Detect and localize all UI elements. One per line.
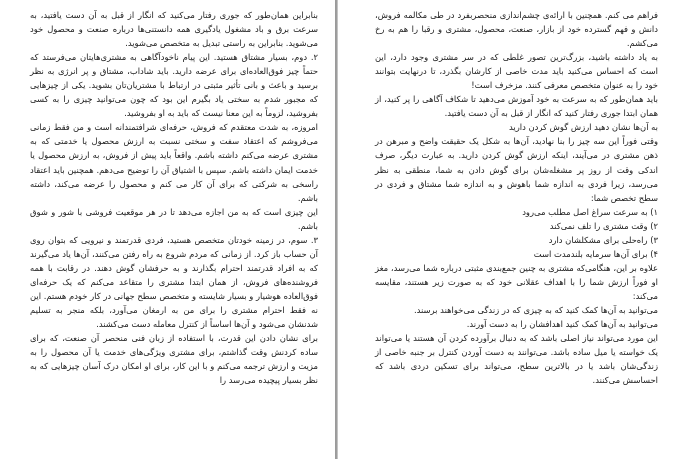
paragraph: باید همان‌طور که به سرعت به خود آموزش می‌دهید تا شکاف آگاهی را پر کنید، از همان ابتدا جوری رفتار کنید که انگار از قبل به آن دست یافتید. bbox=[375, 94, 658, 119]
paragraph: امروزه، به شدت معتقدم که فروش، حرفه‌ای شرافتمندانه است و من فقط زمانی می‌فروشم که اعتقاد سفت و سختی نسبت به ارزش محصول یا خدمتی که به مشتری عرضه می‌کنم داشته باشم. واقعاً باید پیش از فروش، به ارزش محصول یا خدمت ایمان داشته باشم. سپس با اشتیاق آن را توضیح می‌دهم. همچنین باید اعتقاد راسخی به شرکتی که برای آن کار می کنم و محصول را عرضه می‌کند، داشته باشم. bbox=[30, 122, 318, 203]
paragraph: بنابراین همان‌طور که جوری رفتار می‌کنید که انگار از قبل به آن دست یافتید، به سرعت برق و باد مشغول یادگیری همه دانستنی‌ها درباره صنعت و محصول خود می‌شوید. بنابراین به راستی تبدیل به متخصص می‌شوید. bbox=[30, 10, 318, 49]
paragraph: وقتی فوراً این سه چیز را بنا نهادید، آن‌ها به شکل یک حقیقت واضح و مبرهن در ذهن مشتری در می‌آیند، اینکه ارزش گوش کردن دارید. به عبارت دیگر، صرف اندکی وقت از روز پر مشغله‌شان برای گوش دادن به شما، منطقی به نظر می‌رسد، زیرا فردی به اندازه شما باهوش و به اندازه شما مشتاق و فردی در سطح تخصص شما: bbox=[375, 136, 658, 203]
right-page-text bbox=[375, 8, 658, 387]
paragraph: علاوه بر این، هنگامی‌که مشتری به چنین جمع‌بندی مثبتی درباره شما می‌رسد، مغز او فوراً ارزش شما را با اهداف عقلانی خود که به صورت زیر هستند، مقایسه می‌کند: bbox=[375, 262, 658, 301]
paragraph: می‌توانید به آن‌ها کمک کنید که به چیزی که در زندگی می‌خواهند برسند. bbox=[413, 304, 658, 315]
section-heading: به آن‌ها نشان دهید ارزش گوش کردن دارید bbox=[509, 122, 658, 133]
paragraph: ۲. دوم، بسیار مشتاق هستید. این پیام ناخودآگاهی به مشتری‌هایتان می‌فرستد که حتماً چیز فوق‌العاده‌ای برای عرضه دارید. باید شاداب، مشتاق و پر انرژی به نظر برسید و باعث و بانی تأثیر مثبتی در ارتباط با مشتریان‌تان بشوید. یکی از چیزهایی که مجبور شدم به سختی یاد بگیرم این بود که چون می‌توانید چیزی را به کسی بفروشید، لزوماً به این معنا نیست که باید به او بفروشید. bbox=[30, 52, 318, 119]
list-item: ۳) راه‌حلی برای مشکلشان دارد bbox=[548, 234, 658, 245]
paragraph: می‌توانید به آن‌ها کمک کنید اهدافشان را به دست آورند. bbox=[466, 319, 658, 330]
left-page bbox=[0, 0, 336, 459]
paragraph: به یاد داشته باشید، بزرگ‌ترین تصور غلطی که در سر مشتری وجود دارد، این است که احساس می‌کنید باید مدت خاصی از کارشان بگذرد، تا درنهایت بتوانند خود را به عنوان متخصص معرفی کنند. مزخرف است! bbox=[375, 52, 658, 91]
paragraph: برای نشان دادن این قدرت، با استفاده از زبان فنی منحصر آن صنعت، که برای ساده کردنش وقت گذاشتم، برای مشتری ویژگی‌های خدمت یا آن محصول را به مزیت و ارزش ترجمه می‌کنم و با این کار، برای او امکان درک آسان چیزهایی که به نظر بسیار پیچیده می‌رسد را bbox=[30, 333, 318, 386]
paragraph: این چیزی است که به من اجازه می‌دهد تا در هر موقعیت فروشی با شور و شوق باشم. bbox=[30, 206, 318, 231]
list-item: ۲) وقت مشتری را تلف نمی‌کند bbox=[549, 220, 658, 231]
paragraph: فراهم می کنم. همچنین با ارائه‌ی چشم‌اندازی منحصربفرد در طی مکالمه فروش، دانش و فهم گسترده خود از بازار، صنعت، محصول، مشتری و رقبا را هم به رخ می‌کشم. bbox=[375, 10, 658, 49]
right-page bbox=[337, 0, 678, 459]
paragraph: این مورد می‌تواند نیاز اصلی باشد که به دنبال برآورده کردن آن هستند یا می‌تواند یک خواسته یا میل ساده باشد. می‌توانند به دست آوردن کنترل بر جنبه خاصی از زندگی‌شان باشد یا در بالاترین سطح، می‌تواند برای تسکین دردی باشد که احساسش می‌کنند. bbox=[375, 333, 658, 386]
left-page-text bbox=[30, 8, 318, 387]
list-item: ۴) برای آن‌ها سرمایه بلندمدت است bbox=[533, 248, 658, 259]
paragraph: ۳. سوم، در زمینه خودتان متخصص هستید، فردی قدرتمند و نیرویی که بتوان روی آن حساب باز کرد. از زمانی که مردم شروع به راه رفتن می‌کنند، آن‌ها یاد می‌گیرند که به افراد قدرتمند احترام بگذارند و به حرفشان گوش دهند. در رقابت با همه فروشنده‌های فروش، از همان ابتدا مشتری را متقاعد می‌کنم که یک حرفه‌ای فوق‌العاده هوشیار و بسیار شایسته و متخصص سطح جهانی در کار خودم هستم. این نه فقط احترام مشتری را برای من به ارمغان می‌آورد، بلکه منجر به تسلیم شدنشان می‌شود و آن‌ها اساساً از کنترل معامله دست می‌کشند. bbox=[30, 234, 318, 330]
list-item: ۱) به سرعت سراغ اصل مطلب می‌رود bbox=[522, 206, 658, 217]
